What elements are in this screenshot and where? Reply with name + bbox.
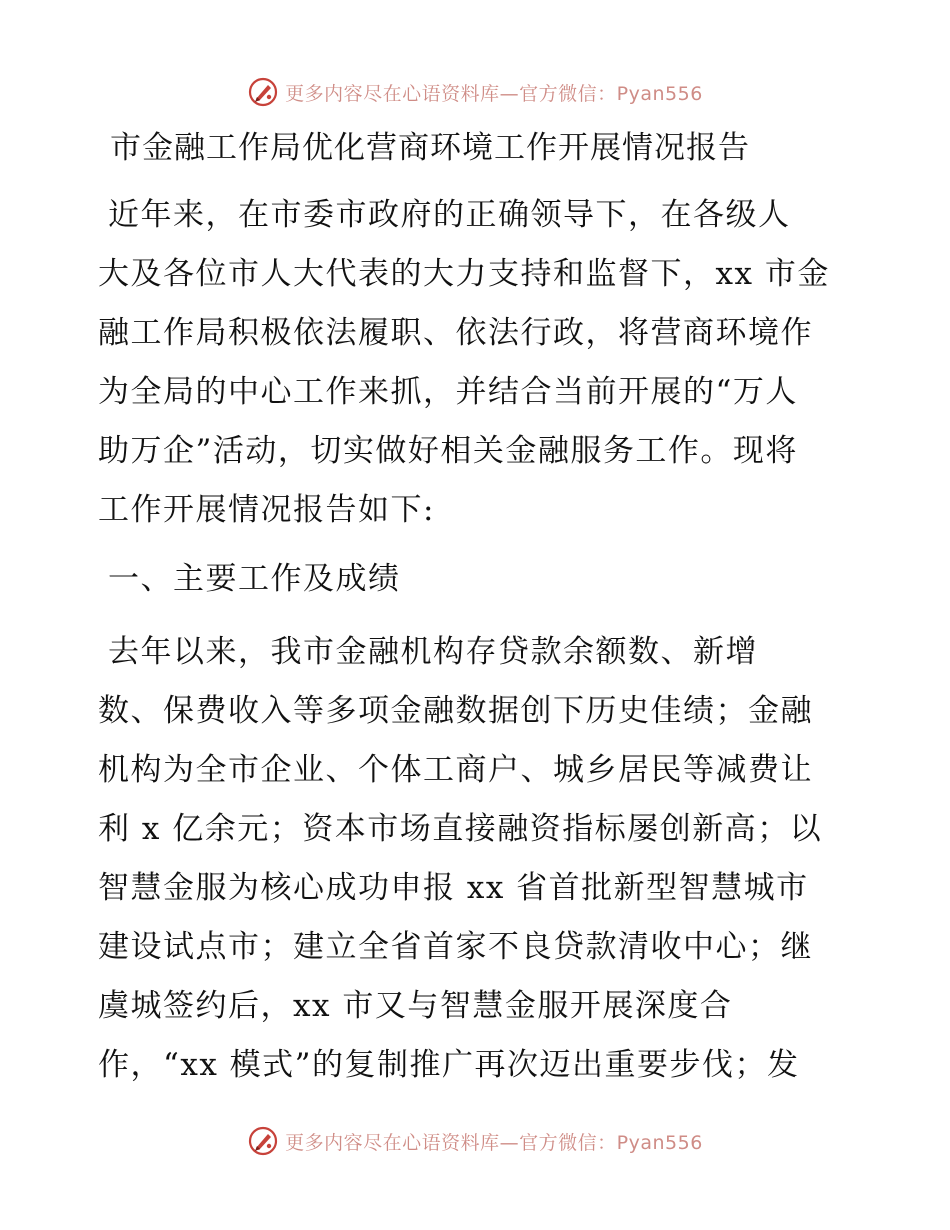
paragraph-line: 近年来，在市委市政府的正确领导下，在各级人 <box>108 197 791 233</box>
section-heading: 一、主要工作及成绩 <box>108 561 401 597</box>
paragraph-line: 工作开展情况报告如下: <box>98 492 435 528</box>
paragraph-line: 数、保费收入等多项金融数据创下历史佳绩；金融 <box>98 693 813 729</box>
watermark-header <box>0 72 950 112</box>
paragraph-line: 为全局的中心工作来抓，并结合当前开展的“万人 <box>98 374 798 410</box>
paragraph-line: 机构为全市企业、个体工商户、城乡居民等减费让 <box>98 752 813 788</box>
paragraph-line: 建设试点市；建立全省首家不良贷款清收中心；继 <box>98 929 813 965</box>
paragraph-line: 虞城签约后，xx 市又与智慧金服开展深度合 <box>98 988 733 1024</box>
paragraph-line: 智慧金服为核心成功申报 xx 省首批新型智慧城市 <box>98 870 809 906</box>
watermark-text: 更多内容尽在心语资料库—官方微信：Pyan556 <box>285 82 703 105</box>
watermark-text: 更多内容尽在心语资料库—官方微信：Pyan556 <box>285 1131 703 1154</box>
paragraph-line: 融工作局积极依法履职、依法行政，将营商环境作 <box>98 315 813 351</box>
paragraph-line: 作，“xx 模式”的复制推广再次迈出重要步伐；发 <box>98 1047 800 1083</box>
paragraph-line: 去年以来，我市金融机构存贷款余额数、新增 <box>108 634 758 670</box>
paragraph-line: 利 x 亿余元；资本市场直接融资指标屡创新高；以 <box>98 811 823 847</box>
quill-pen-logo-icon <box>247 1125 279 1157</box>
paragraph-line: 助万企”活动，切实做好相关金融服务工作。现将 <box>98 433 798 469</box>
section-paragraph <box>98 623 858 1095</box>
intro-paragraph <box>98 186 858 540</box>
document-title: 市金融工作局优化营商环境工作开展情况报告 <box>110 130 750 166</box>
paragraph-line: 大及各位市人大代表的大力支持和监督下，xx 市金 <box>98 256 830 292</box>
quill-pen-logo-icon <box>247 76 279 108</box>
watermark-footer <box>0 1121 950 1161</box>
document-body <box>98 124 858 1095</box>
